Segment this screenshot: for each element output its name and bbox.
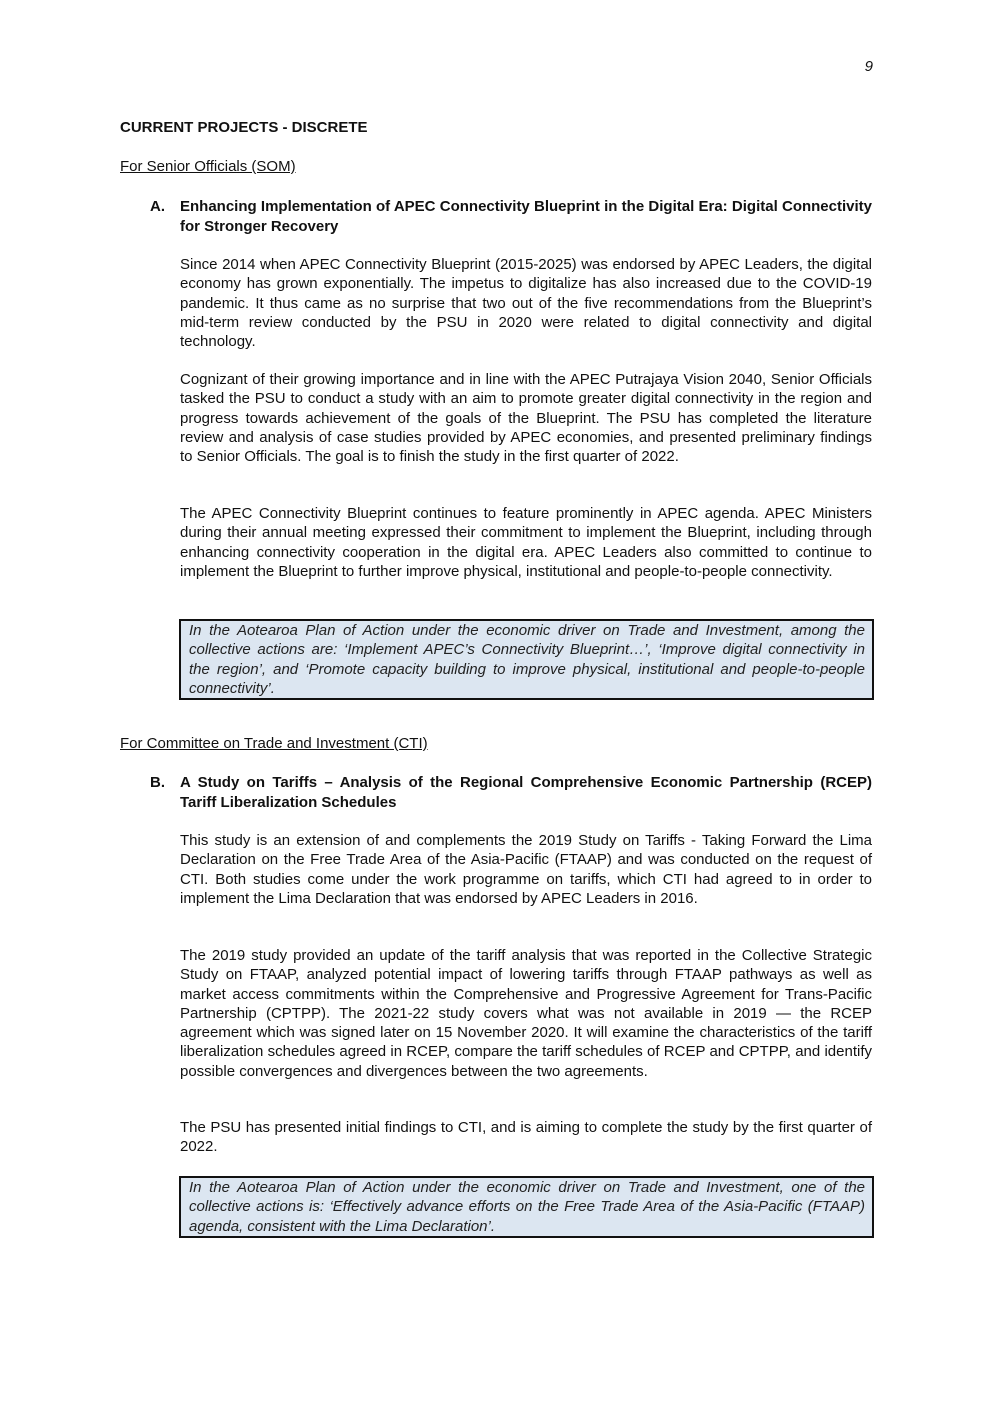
item-a-paragraph-3: The APEC Connectivity Blueprint continues to feature prominently in APEC agenda. APEC Ministers during their annual meeting expressed their commitment to implement the Blueprint, including through enhancing connectivity cooperation in the digital era. APEC Leaders also committed to continue to implement the Blueprint to further improve physical, institutional and people-to-people connectivity. [180, 505, 872, 580]
section-subheading-som: For Senior Officials (SOM) [120, 158, 296, 175]
page-heading: CURRENT PROJECTS - DISCRETE [120, 119, 368, 136]
item-b-paragraph-1: This study is an extension of and complements the 2019 Study on Tariffs - Taking Forward the Lima Declaration on the Free Trade Area of the Asia-Pacific (FTAAP) and was conducted on the request of CTI. Both studies come under the work programme on tariffs, which CTI had agreed to in order to implement the Lima Declaration that was endorsed by APEC Leaders in 2016. [180, 832, 872, 907]
item-b-title: A Study on Tariffs – Analysis of the Regional Comprehensive Economic Partnership (RCEP) Tariff Liberalization Schedules [180, 774, 872, 811]
item-b-heading [150, 773, 872, 813]
item-a-paragraph-1: Since 2014 when APEC Connectivity Blueprint (2015-2025) was endorsed by APEC Leaders, the digital economy has grown exponentially. The impetus to digitalize has also increased due to the COVID-19 pandemic. It thus came as no surprise that two out of the five recommendations from the Blueprint’s mid-term review conducted by the PSU in 2020 were related to digital connectivity and digital technology. [180, 256, 872, 351]
page-number: 9 [864, 58, 873, 75]
item-a-callout-box: In the Aotearoa Plan of Action under the economic driver on Trade and Investment, among the collective actions are: ‘Implement APEC’s Connectivity Blueprint…’, ‘Improve digital connectivity in the region’, and ‘Promote capacity building to improve physical, institutional and people-to-people connectivity’. [179, 619, 874, 700]
item-b-callout-box: In the Aotearoa Plan of Action under the economic driver on Trade and Investment, one of the collective actions is: ‘Effectively advance efforts on the Free Trade Area of the Asia-Pacific (FTAAP) agenda, consistent with the Lima Declaration’. [179, 1176, 874, 1238]
item-a-paragraph-2: Cognizant of their growing importance and in line with the APEC Putrajaya Vision 2040, Senior Officials tasked the PSU to conduct a study with an aim to promote greater digital connectivity in the region and progress towards achievement of the goals of the Blueprint. The PSU has completed the literature review and analysis of case studies provided by APEC economies, and presented preliminary findings to Senior Officials. The goal is to finish the study in the first quarter of 2022. [180, 371, 872, 466]
section-subheading-cti: For Committee on Trade and Investment (CTI) [120, 735, 428, 752]
item-b-label: B. [150, 774, 165, 791]
item-a-title: Enhancing Implementation of APEC Connectivity Blueprint in the Digital Era: Digital Connectivity for Stronger Recovery [180, 198, 872, 235]
item-a-label: A. [150, 198, 165, 215]
item-a-heading [150, 197, 872, 237]
item-b-paragraph-2: The 2019 study provided an update of the tariff analysis that was reported in the Collective Strategic Study on FTAAP, analyzed potential impact of lowering tariffs through FTAAP pathways as well as market access commitments within the Comprehensive and Progressive Agreement for Trans-Pacific Partnership (CPTPP). The 2021-22 study covers what was not available in 2019 — the RCEP agreement which was signed later on 15 November 2020. It will examine the characteristics of the tariff liberalization schedules agreed in RCEP, compare the tariff schedules of RCEP and CPTPP, and identify possible convergences and divergences between the two agreements. [180, 947, 872, 1080]
item-b-paragraph-3: The PSU has presented initial findings to CTI, and is aiming to complete the study by the first quarter of 2022. [180, 1119, 872, 1156]
